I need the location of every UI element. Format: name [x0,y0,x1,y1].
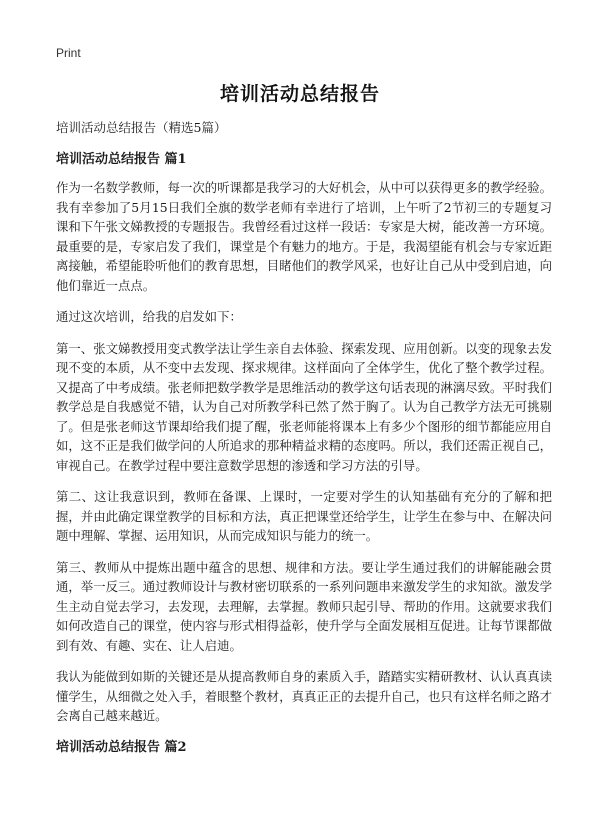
page-title: 培训活动总结报告 [219,83,380,105]
paragraph: 通过这次培训，给我的启发如下： [56,309,242,324]
paragraph: 作为一名数学教师，每一次的听课都是我学习的大好机会，从中可以获得更多的教学经验。我有幸参加了5月15日我们全旗的数学老师有幸进行了培训，上午听了2节初三的专题复习课和下午张文娣教授的专题报告。我曾经看过这样一段话：专家是大树，能改善一方环境。最重要的是，专家启发了我们，课堂是个有魅力的地方。于是，我渴望能有机会与专家近距离接触，希望能聆听他们的教育思想，目睹他们的教学风采，也好让自己从中受到启迪，向他们靠近一点点。 [56,180,552,293]
paragraph: 第三、教师从中提炼出题中蕴含的思想、规律和方法。要让学生通过我们的讲解能融会贯通，举一反三。通过教师设计与教材密切联系的一系列问题串来激发学生的求知欲。激发学生主动自觉去学习，去发现，去理解，去掌握。教师只起引导、帮助的作用。这就要求我们如何改造自己的课堂，使内容与形式相得益彰，使升学与全面发展相互促进。让每节课都做到有效、有趣、实在、让人启迪。 [56,559,552,653]
section-heading-2: 培训活动总结报告 篇2 [56,739,187,755]
section-heading-1: 培训活动总结报告 篇1 [56,152,187,167]
document-subtitle: 培训活动总结报告（精选5篇） [56,120,227,135]
paragraph: 我认为能做到如斯的关键还是从提高教师自身的素质入手，踏踏实实精研教材、认认真真读懂学生，从细微之处入手，着眼整个教材，真真正正的去提升自己，也只有这样名师之路才会离自己越来越近。 [56,669,552,723]
document-body [56,118,552,766]
paragraph: 第一、张文娣教授用变式教学法让学生亲自去体验、探索发现、应用创新。以变的现象去发现不变的本质，从不变中去发现、探求规律。这样面向了全体学生，优化了整个教学过程。又提高了中考成绩。张老师把数学教学是思维活动的教学这句话表现的淋漓尽致。平时我们教学总是自我感觉不错，认为自己对所教学科已然了然于胸了。认为自己教学方法无可挑剔了。但是张老师这节课却给我们提了醒，张老师能将课本上有多少个图形的细节都能应用自如，这不正是我们做学问的人所追求的那种精益求精的态度吗。所以，我们还需正视自己，审视自己。在教学过程中要注意数学思想的渗透和学习方法的引导。 [56,340,552,473]
paragraph: 第二、这让我意识到，教师在备课、上课时，一定要对学生的认知基础有充分的了解和把握，并由此确定课堂教学的目标和方法，真正把课堂还给学生，让学生在参与中、在解决问题中理解、掌握、运用知识，从而完成知识与能力的统一。 [56,489,552,543]
print-link[interactable]: Print [56,46,81,60]
